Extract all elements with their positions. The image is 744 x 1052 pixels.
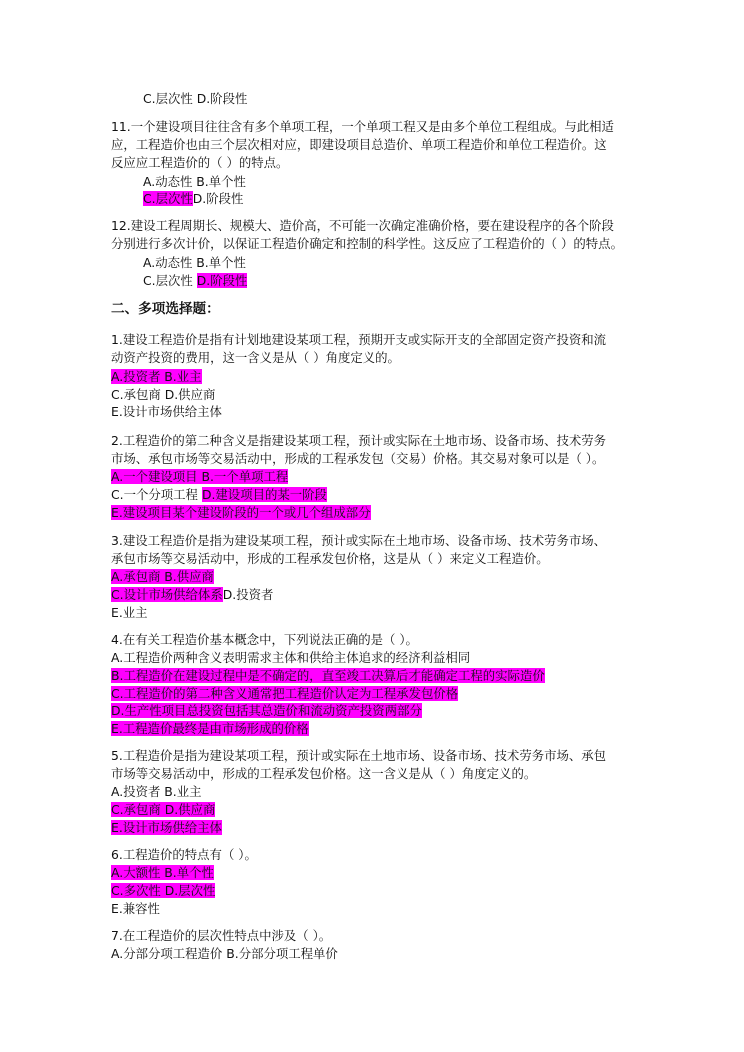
- highlighted-answer: C.多次性 D.层次性: [111, 883, 216, 898]
- question-4-text: 4.在有关工程造价基本概念中，下列说法正确的是（ ）。: [111, 632, 418, 647]
- option-line: [111, 468, 288, 485]
- option-line: C.承包商 D.供应商: [111, 387, 216, 402]
- highlighted-answer: D.建设项目的某一阶段: [201, 487, 327, 502]
- option-line: [111, 667, 545, 684]
- option-line: C.层次性 D.阶段性: [143, 273, 248, 288]
- option-line: A.分部分项工程造价 B.分部分项工程单价: [111, 946, 338, 961]
- highlighted-answer: A.大额性 B.单个性: [111, 865, 214, 880]
- option-line: C.层次性D.阶段性: [143, 191, 244, 206]
- option-line: [111, 685, 458, 702]
- highlighted-answer: D.生产性项目总投资包括其总造价和流动资产投资两部分: [111, 703, 422, 718]
- question-2-text: 2.工程造价的第二种含义是指建设某项工程，预计或实际在土地市场、设备市场、技术劳务: [111, 433, 607, 448]
- option-line: [111, 504, 371, 521]
- question-11-text: 反应应工程造价的（ ）的特点。: [111, 155, 289, 170]
- question-12-text: 12.建设工程周期长、规模大、造价高，不可能一次确定准确价格，要在建设程序的各个阶段: [111, 218, 614, 233]
- highlighted-answer: C.承包商 D.供应商: [111, 802, 216, 817]
- highlighted-answer: A.承包商 B.供应商: [111, 569, 214, 584]
- highlighted-answer: E.设计市场供给主体: [111, 820, 222, 835]
- question-5-text: 市场等交易活动中，形成的工程承发包价格。这一含义是从（ ）角度定义的。: [111, 766, 537, 781]
- question-6-text: 6.工程造价的特点有（ ）。: [111, 847, 257, 862]
- section-heading: 二、多项选择题：: [111, 301, 220, 317]
- question-5-text: 5.工程造价是指为建设某项工程，预计或实际在土地市场、设备市场、技术劳务市场、承包: [111, 748, 607, 763]
- option-line: [111, 720, 309, 737]
- question-3-text: 3.建设工程造价是指为建设某项工程，预计或实际在土地市场、设备市场、技术劳务市场、: [111, 533, 607, 548]
- highlighted-answer: E.建设项目某个建设阶段的一个或几个组成部分: [111, 505, 371, 520]
- highlighted-answer: C.层次性: [143, 191, 193, 206]
- question-11-text: 应，工程造价也由三个层次相对应，即建设项目总造价、单项工程造价和单位工程造价。这: [111, 137, 607, 152]
- highlighted-answer: E.工程造价最终是由市场形成的价格: [111, 721, 309, 736]
- question-2-text: 市场、承包市场等交易活动中，形成的工程承发包（交易）价格。其交易对象可以是（ ）。: [111, 451, 605, 466]
- question-7-text: 7.在工程造价的层次性特点中涉及（ ）。: [111, 928, 332, 943]
- option-line: A.动态性 B.单个性: [143, 255, 246, 270]
- option-line: A.动态性 B.单个性: [143, 174, 246, 189]
- option-line: [111, 819, 222, 836]
- option-line: [111, 801, 215, 818]
- question-1-text: 1.建设工程造价是指有计划地建设某项工程，预期开支或实际开支的全部固定资产投资和流: [111, 332, 607, 347]
- option-line: E.兼容性: [111, 901, 160, 916]
- option-line: A.投资者 B.业主: [111, 784, 202, 799]
- highlighted-answer: C.工程造价的第二种含义通常把工程造价认定为工程承发包价格: [111, 686, 459, 701]
- option-line: C.设计市场供给体系D.投资者: [111, 587, 274, 602]
- highlighted-answer: D.阶段性: [196, 273, 248, 288]
- option-line: [111, 568, 214, 585]
- option-line: [111, 702, 422, 719]
- question-1-text: 动资产投资的费用，这一含义是从（ ）角度定义的。: [111, 350, 400, 365]
- option-line: A.工程造价两种含义表明需求主体和供给主体追求的经济利益相同: [111, 650, 471, 665]
- highlighted-answer: B.工程造价在建设过程中是不确定的，直至竣工决算后才能确定工程的实际造价: [111, 668, 545, 683]
- question-12-text: 分别进行多次计价，以保证工程造价确定和控制的科学性。这反应了工程造价的（ ）的特点。: [111, 236, 623, 251]
- question-3-text: 承包市场等交易活动中，形成的工程承发包价格，这是从（ ）来定义工程造价。: [111, 551, 549, 566]
- option-line: [111, 864, 214, 881]
- highlighted-answer: A.一个建设项目 B.一个单项工程: [111, 469, 289, 484]
- option-line: E.设计市场供给主体: [111, 404, 222, 419]
- option-line: [111, 368, 202, 385]
- question-11-text: 11.一个建设项目往往含有多个单项工程，一个单项工程又是由多个单位工程组成。与此相适: [111, 119, 614, 134]
- option-line: E.业主: [111, 605, 148, 620]
- highlighted-answer: C.设计市场供给体系: [111, 587, 223, 602]
- highlighted-answer: A.投资者 B.业主: [111, 369, 202, 384]
- option-line: C.一个分项工程 D.建设项目的某一阶段: [111, 487, 327, 502]
- option-line: C.层次性 D.阶段性: [143, 91, 248, 106]
- option-line: [111, 882, 215, 899]
